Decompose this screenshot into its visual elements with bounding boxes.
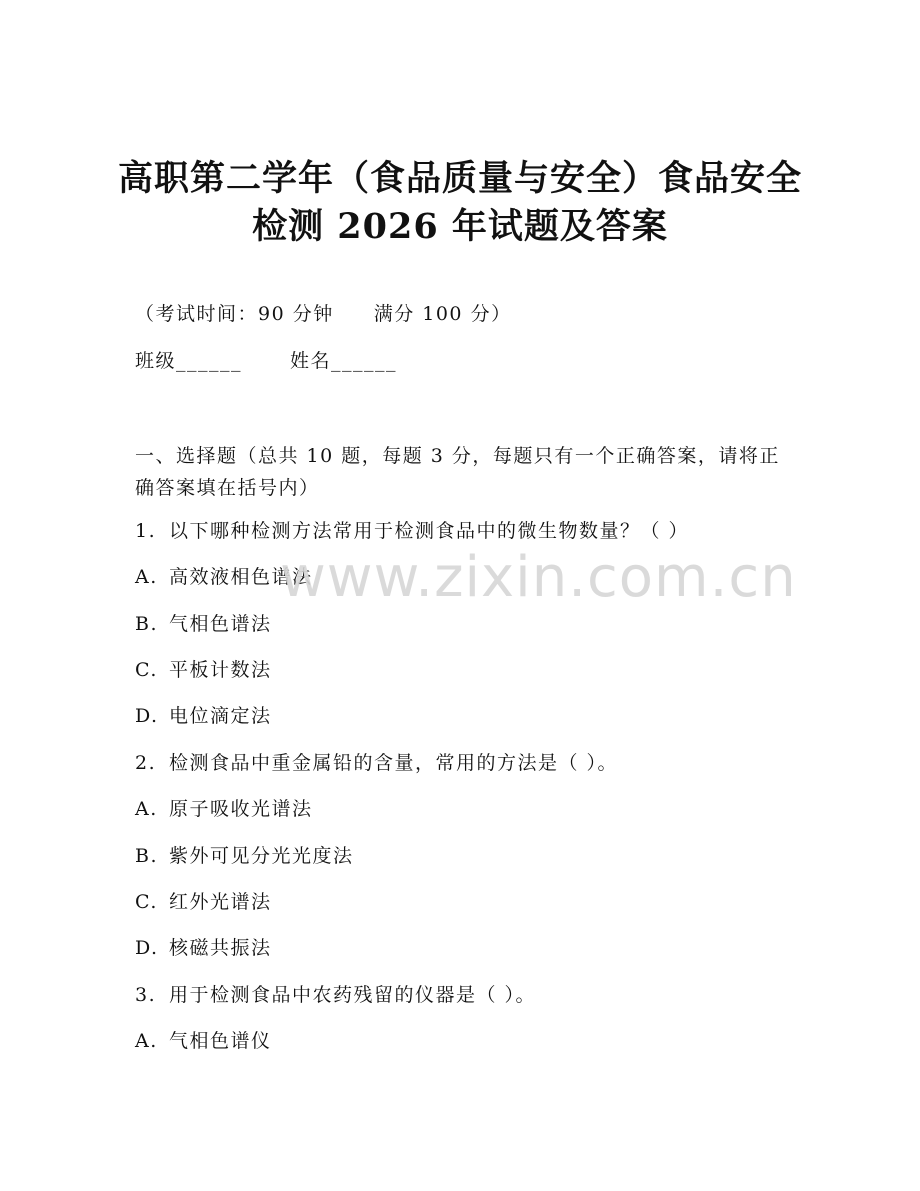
option-letter: D.: [135, 937, 159, 959]
option-text: 电位滴定法: [169, 705, 272, 727]
document-title-line-2: 检测 2026 年试题及答案: [252, 206, 668, 247]
question-2-option-d: [135, 935, 272, 961]
question-1: [135, 518, 689, 544]
option-text: 气相色谱仪: [169, 1030, 272, 1052]
question-number: 3.: [135, 984, 157, 1006]
name-field: 姓名______: [290, 350, 398, 372]
option-letter: A.: [135, 798, 158, 820]
question-1-option-a: [135, 564, 313, 590]
option-text: 平板计数法: [169, 659, 272, 681]
question-1-option-c: [135, 657, 272, 683]
question-number: 2.: [135, 752, 157, 774]
option-letter: C.: [135, 891, 158, 913]
exam-time: （考试时间：90 分钟: [135, 303, 334, 325]
question-3: [135, 982, 536, 1008]
section-heading: [135, 440, 785, 504]
watermark: www.zixin.com.cn: [280, 545, 797, 610]
option-text: 红外光谱法: [169, 891, 272, 913]
option-text: 气相色谱法: [169, 613, 272, 635]
option-letter: A.: [135, 1030, 158, 1052]
question-2: [135, 750, 618, 776]
question-text: 以下哪种检测方法常用于检测食品中的微生物数量？（ ）: [169, 520, 690, 542]
option-text: 原子吸收光谱法: [169, 798, 313, 820]
section-heading-line-2: 确答案填在括号内）: [135, 477, 320, 499]
class-field: 班级______: [135, 350, 243, 372]
section-heading-line-1: 一、选择题（总共 10 题，每题 3 分，每题只有一个正确答案，请将正: [135, 445, 780, 467]
question-1-option-b: [135, 611, 272, 637]
document-title-line-1: 高职第二学年（食品质量与安全）食品安全: [117, 158, 802, 199]
option-text: 核磁共振法: [169, 937, 272, 959]
question-2-option-c: [135, 889, 272, 915]
option-letter: A.: [135, 566, 158, 588]
question-3-option-a: [135, 1028, 272, 1054]
question-2-option-b: [135, 843, 354, 869]
option-text: 紫外可见分光光度法: [169, 845, 354, 867]
question-2-option-a: [135, 796, 313, 822]
option-letter: B.: [135, 845, 159, 867]
question-text: 检测食品中重金属铅的含量，常用的方法是（ ）。: [169, 752, 619, 774]
exam-score: 满分 100 分）: [373, 303, 512, 325]
option-letter: D.: [135, 705, 159, 727]
question-1-option-d: [135, 703, 272, 729]
student-fields: [135, 348, 397, 374]
option-letter: C.: [135, 659, 158, 681]
question-number: 1.: [135, 520, 157, 542]
option-letter: B.: [135, 613, 159, 635]
option-text: 高效液相色谱法: [169, 566, 313, 588]
question-text: 用于检测食品中农药残留的仪器是（ ）。: [169, 984, 537, 1006]
exam-info: [135, 301, 512, 327]
